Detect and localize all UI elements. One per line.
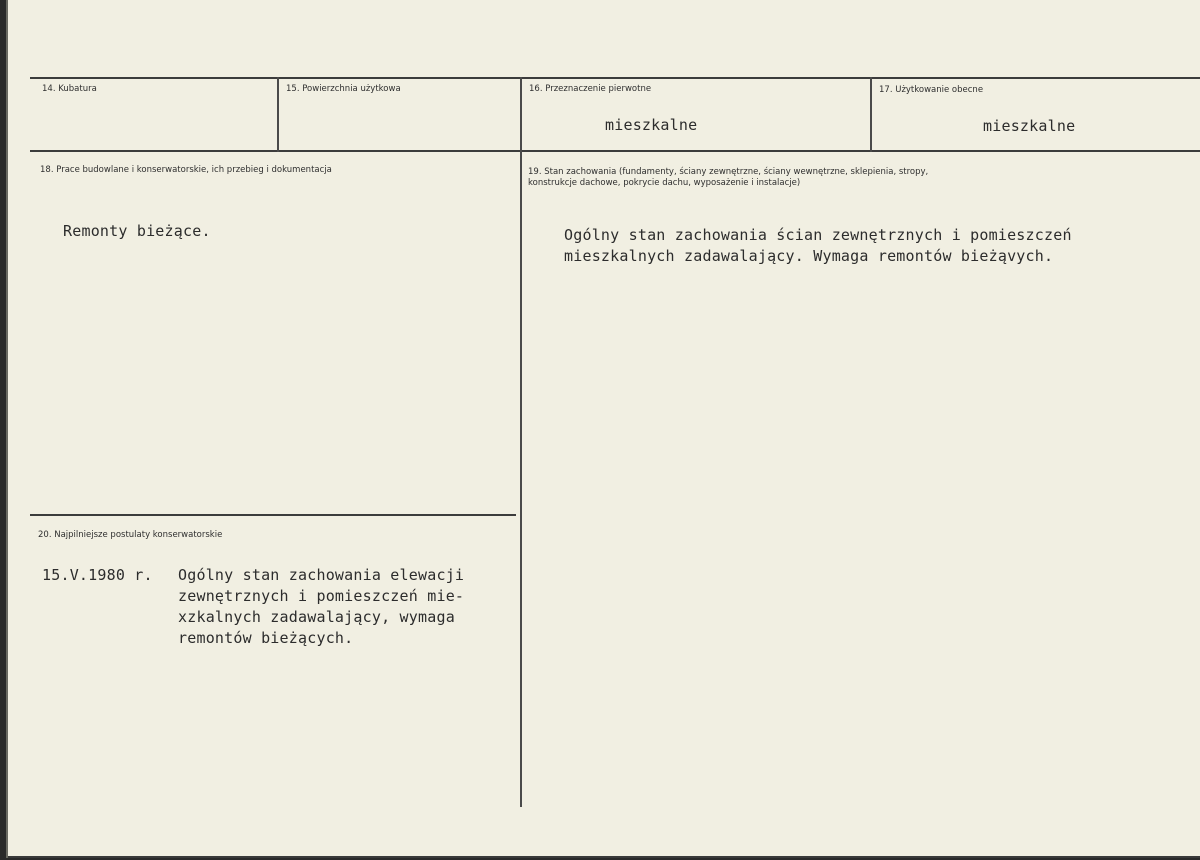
col-divider-1: [277, 77, 279, 152]
field-20-text-line-1: Ogólny stan zachowania elewacji: [178, 566, 465, 584]
inventory-card: [6, 0, 1200, 858]
row-divider: [30, 150, 1200, 152]
field-19-text-line-2: mieszkalnych zadawalający. Wymaga remontów bieżąvych.: [564, 247, 1054, 265]
field-18-label: 18. Prace budowlane i konserwatorskie, ich przebieg i dokumentacja: [40, 165, 332, 175]
field-20-text-line-4: remontów bieżących.: [178, 629, 354, 647]
col-divider-2: [520, 77, 522, 807]
field-20-label: 20. Najpilniejsze postulaty konserwatorskie: [38, 530, 223, 540]
field-19-label-line-1: 19. Stan zachowania (fundamenty, ściany zewnętrzne, ściany wewnętrzne, sklepienia, stropy,: [528, 167, 929, 177]
card-bottom-edge: [8, 856, 1200, 858]
field-17-label: 17. Użytkowanie obecne: [879, 85, 984, 95]
field-19-label: [528, 167, 928, 189]
field-19-label-line-2: konstrukcje dachowe, pokrycie dachu, wyposażenie i instalacje): [528, 178, 801, 188]
field-18-bottom-rule: [30, 514, 516, 516]
field-19-text-line-1: Ogólny stan zachowania ścian zewnętrznych i pomieszczeń: [564, 226, 1072, 244]
field-18-value: Remonty bieżące.: [63, 222, 211, 240]
field-14-label: 14. Kubatura: [42, 84, 97, 94]
field-20-text: [178, 565, 464, 649]
field-19-text: [564, 225, 1072, 267]
field-16-value: mieszkalne: [605, 116, 698, 134]
field-20-text-line-3: xzkalnych zadawalający, wymaga: [178, 608, 455, 626]
field-16-label: 16. Przeznaczenie pierwotne: [529, 84, 652, 94]
field-17-value: mieszkalne: [983, 117, 1076, 135]
col-divider-3: [870, 77, 872, 152]
field-20-text-line-2: zewnętrznych i pomieszczeń mie-: [178, 587, 465, 605]
top-rule: [30, 77, 1200, 79]
field-20-date: 15.V.1980 r.: [42, 566, 153, 584]
field-15-label: 15. Powierzchnia użytkowa: [286, 84, 401, 94]
